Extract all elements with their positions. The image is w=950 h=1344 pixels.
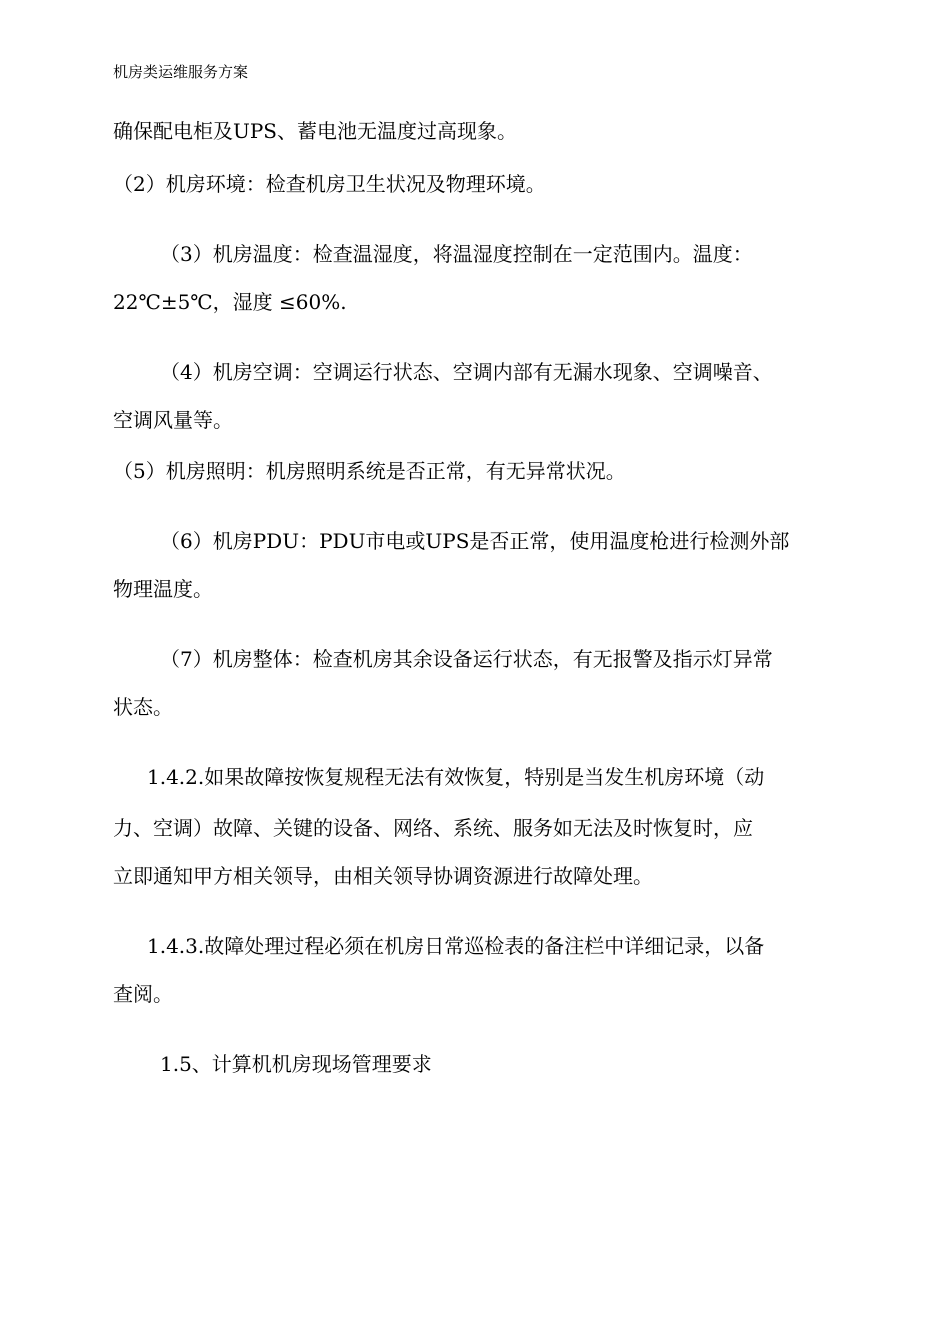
paragraph-1-4-3-line2: 查阅。 xyxy=(113,982,173,1006)
paragraph-ups-temperature: 确保配电柜及UPS、蓄电池无温度过高现象。 xyxy=(113,119,518,143)
page-header: 机房类运维服务方案 xyxy=(113,63,249,81)
paragraph-lighting: （5）机房照明：机房照明系统是否正常，有无异常状况。 xyxy=(113,459,626,483)
section-heading-1-5: 1.5、计算机机房现场管理要求 xyxy=(160,1052,432,1076)
paragraph-overall-line1: （7）机房整体：检查机房其余设备运行状态，有无报警及指示灯异常 xyxy=(160,647,773,671)
paragraph-air-conditioning-line1: （4）机房空调：空调运行状态、空调内部有无漏水现象、空调噪音、 xyxy=(160,360,773,384)
paragraph-room-environment: （2）机房环境：检查机房卫生状况及物理环境。 xyxy=(113,172,546,196)
paragraph-1-4-2-line3: 立即通知甲方相关领导，由相关领导协调资源进行故障处理。 xyxy=(113,864,653,888)
paragraph-1-4-2-line1: 1.4.2.如果故障按恢复规程无法有效恢复，特别是当发生机房环境（动 xyxy=(147,765,765,789)
paragraph-overall-line2: 状态。 xyxy=(113,695,173,719)
paragraph-room-temperature-line1: （3）机房温度：检查温湿度，将温湿度控制在一定范围内。温度： xyxy=(160,242,753,266)
paragraph-pdu-line2: 物理温度。 xyxy=(113,577,213,601)
paragraph-1-4-2-line2: 力、空调）故障、关键的设备、网络、系统、服务如无法及时恢复时，应 xyxy=(113,816,753,840)
paragraph-pdu-line1: （6）机房PDU：PDU市电或UPS是否正常，使用温度枪进行检测外部 xyxy=(160,529,790,553)
paragraph-air-conditioning-line2: 空调风量等。 xyxy=(113,408,233,432)
paragraph-room-temperature-line2: 22℃±5℃，湿度 ≤60%. xyxy=(113,290,347,314)
paragraph-1-4-3-line1: 1.4.3.故障处理过程必须在机房日常巡检表的备注栏中详细记录，以备 xyxy=(147,934,765,958)
